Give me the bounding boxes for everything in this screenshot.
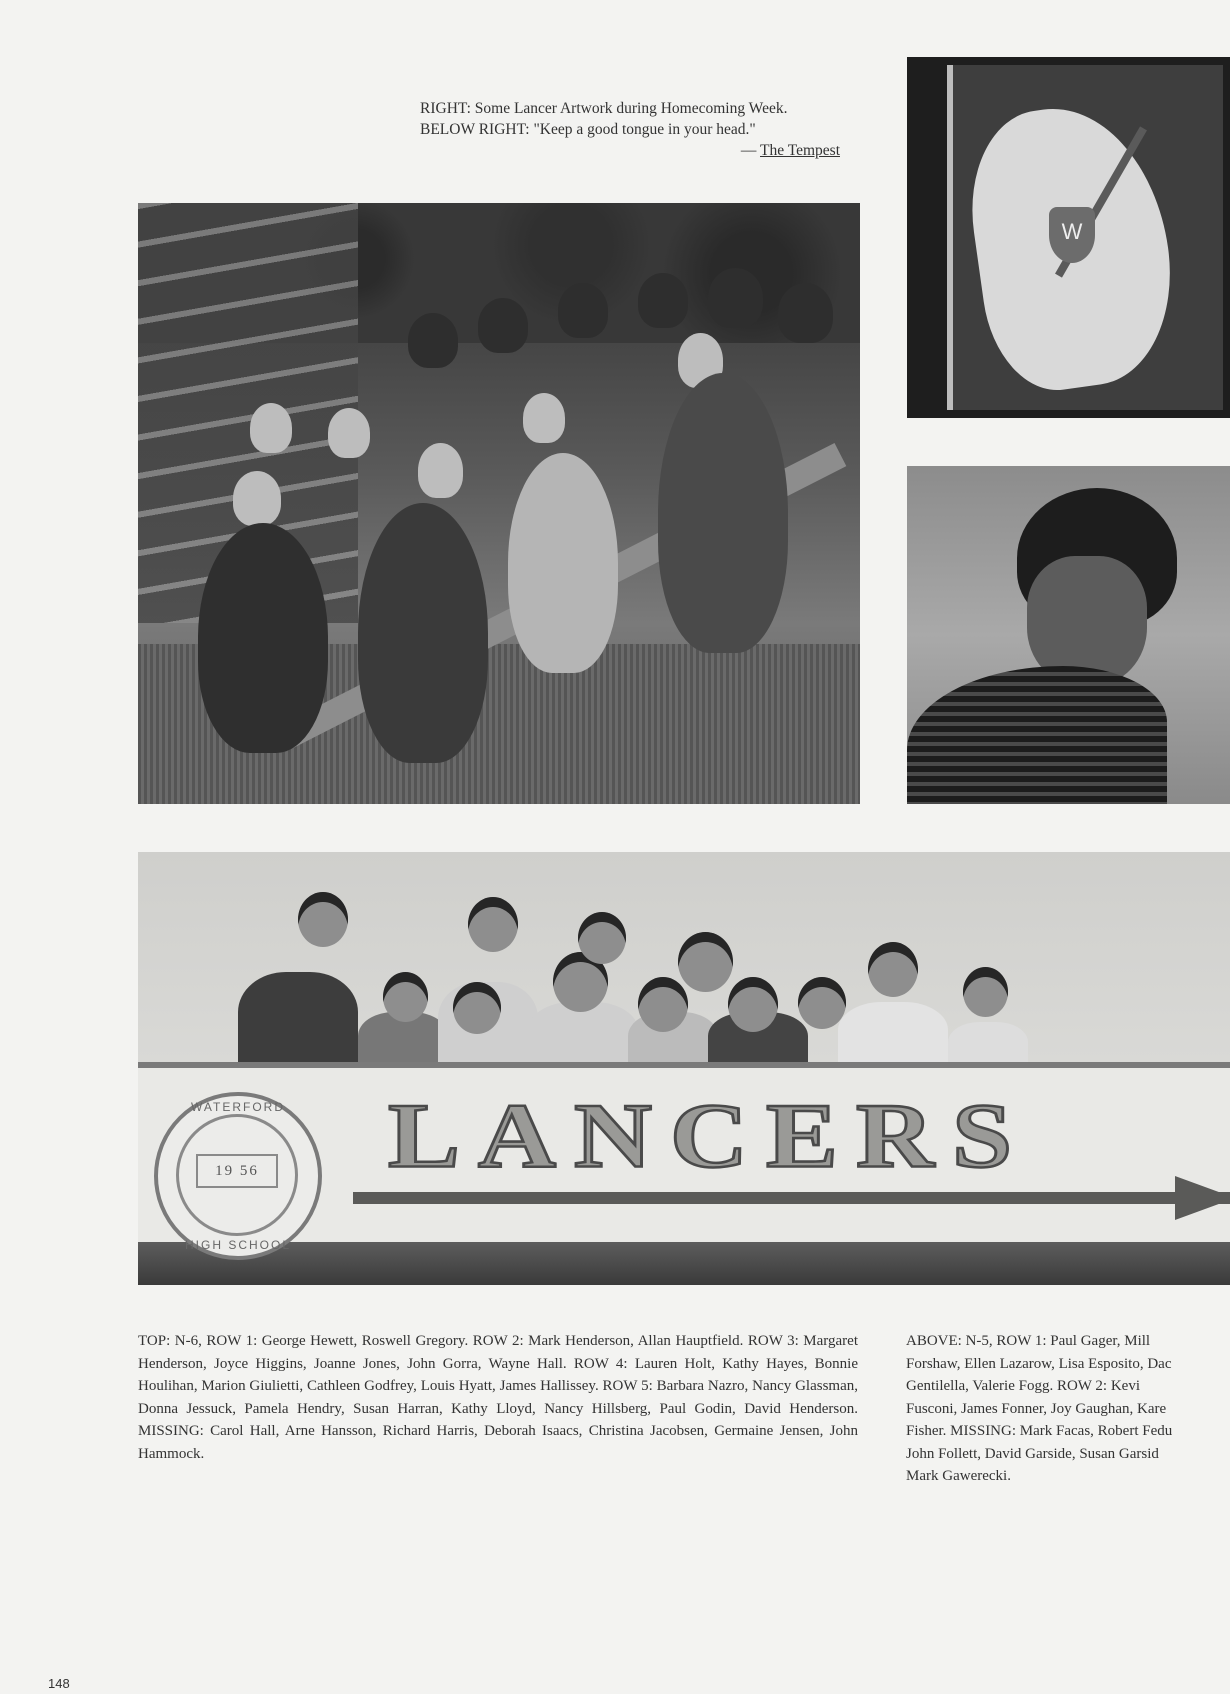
seal-school-name: WATERFORD: [191, 1100, 285, 1114]
caption-attribution: [420, 140, 865, 161]
sign-lettering: LANCERS: [388, 1085, 1031, 1187]
caption-below-right-quote: BELOW RIGHT: "Keep a good tongue in your head.": [420, 121, 756, 138]
student-figure: [523, 393, 565, 443]
student-figure: [198, 523, 328, 753]
student-figure: [578, 912, 626, 964]
attribution-work: The Tempest: [760, 142, 840, 159]
caption-line: ABOVE: N-5, ROW 1: Paul Gager, Mill: [906, 1333, 1151, 1349]
caption-above-photo-names: [906, 1330, 1230, 1488]
student-figure: [250, 403, 292, 453]
student-figure: [418, 443, 463, 498]
lancers-sign-photo: [138, 852, 1230, 1285]
lance-arrow-icon: [353, 1192, 1230, 1204]
student-figure: [638, 273, 688, 328]
caption-right-artwork: RIGHT: Some Lancer Artwork during Homecoming Week.: [420, 100, 788, 117]
waterford-high-school-seal: [154, 1092, 322, 1260]
student-figure: [358, 503, 488, 763]
student-figure: [233, 471, 281, 526]
student-figure: [778, 283, 833, 343]
attribution-dash: —: [740, 142, 761, 159]
shield-icon: W: [1049, 207, 1095, 263]
student-figure: [328, 408, 370, 458]
striped-shirt: [907, 666, 1167, 804]
caption-line: Gentilella, Valerie Fogg. ROW 2: Kevi: [906, 1378, 1140, 1394]
caption-top-photo-names: TOP: N-6, ROW 1: George Hewett, Roswell Gregory. ROW 2: Mark Henderson, Allan Hauptfield. ROW 3: Margaret Henderson, Joyce Higgins, Joanne Jones, John Gorra, Wayne Hall. ROW 4: Lauren Holt, Kathy Hayes, Bonnie Houlihan, Marion Giulietti, Cathleen Godfrey, Louis Hyatt, James Hallissey. ROW 5: Barbara Nazro, Nancy Glassman, Donna Jessuck, Pamela Hendry, Susan Harran, Kathy Lloyd, Nancy Hillsberg, Paul Godin, David Henderson. MISSING: Carol Hall, Arne Hansson, Richard Harris, Deborah Isaacs, Christina Jacobsen, Germaine Jensen, John Hammock.: [138, 1333, 858, 1462]
caption-line: Fisher. MISSING: Mark Facas, Robert Fedu: [906, 1423, 1173, 1439]
student-figure: [408, 313, 458, 368]
caption-line: Mark Gawerecki.: [906, 1468, 1011, 1484]
student-portrait-photo: [907, 466, 1230, 804]
student-figure: [453, 982, 501, 1034]
caption-line: Fusconi, James Fonner, Joy Gaughan, Kare: [906, 1400, 1167, 1417]
student-figure: [708, 268, 763, 328]
seal-school-type: HIGH SCHOOL: [184, 1238, 291, 1252]
student-figure: [508, 453, 618, 673]
student-figure: [383, 972, 428, 1022]
student-figure: [468, 897, 518, 952]
seal-year: 19 56: [196, 1154, 278, 1188]
lancer-artwork-photo: [907, 57, 1230, 418]
page-number: 148: [48, 1676, 70, 1691]
student-group: [238, 892, 1198, 1072]
group-photo-bleachers: [138, 203, 860, 804]
student-figure: [298, 892, 348, 947]
student-figure: [658, 373, 788, 653]
student-figure: [728, 977, 778, 1032]
caption-line: John Follett, David Garside, Susan Garsid: [906, 1445, 1159, 1462]
student-figure: [478, 298, 528, 353]
student-figure: [558, 283, 608, 338]
student-figure: [868, 942, 918, 997]
student-figure: [638, 977, 688, 1032]
student-figure: [678, 932, 733, 992]
top-caption: [420, 98, 865, 161]
student-figure: [238, 972, 358, 1072]
caption-line: Forshaw, Ellen Lazarow, Lisa Esposito, Dac: [906, 1355, 1172, 1372]
student-figure: [963, 967, 1008, 1017]
